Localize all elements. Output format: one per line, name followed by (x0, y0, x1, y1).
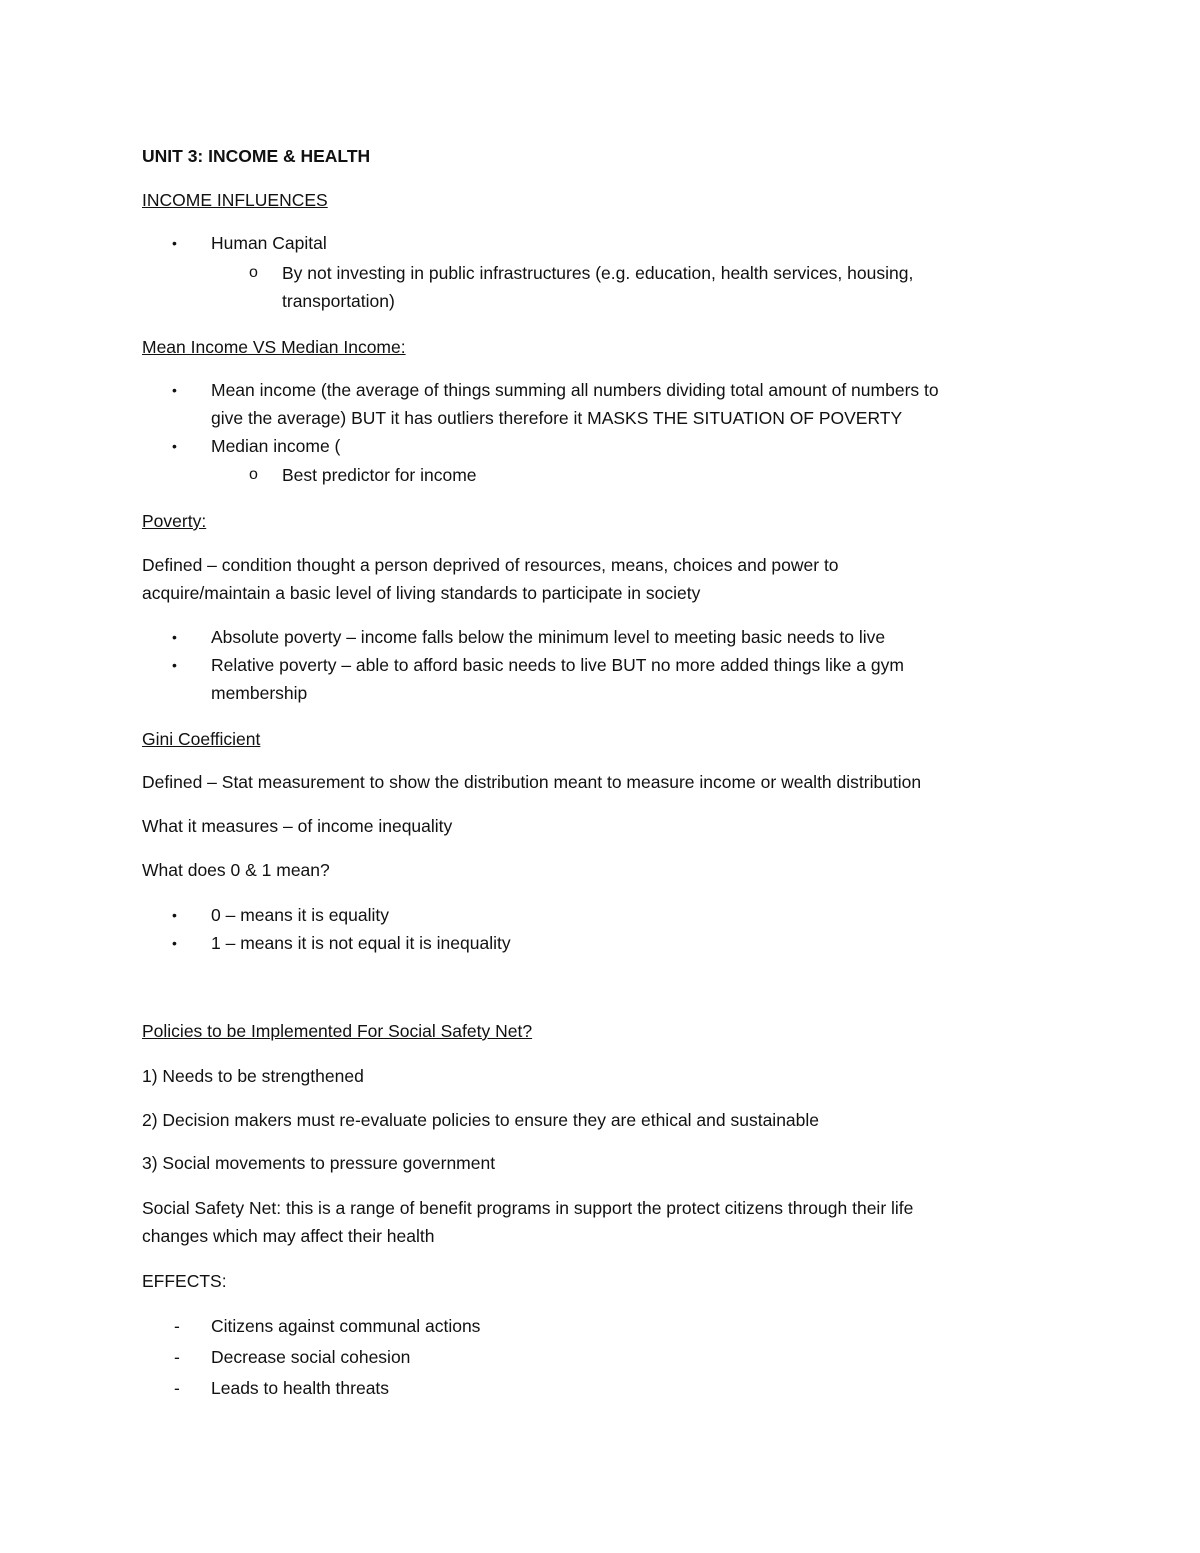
definition-text: Defined – Stat measurement to show the distribution meant to measure income or wealth distribution (142, 772, 922, 792)
list-item: 1 – means it is not equal it is inequality (211, 933, 511, 953)
paragraph-text-continuation: changes which may affect their health (142, 1226, 435, 1246)
section-heading-mean-median: Mean Income VS Median Income: (142, 337, 406, 357)
definition-text: Defined – condition thought a person deprived of resources, means, choices and power to (142, 555, 839, 575)
list-item: Decrease social cohesion (211, 1347, 411, 1367)
numbered-item: 2) Decision makers must re-evaluate policies to ensure they are ethical and sustainable (142, 1110, 820, 1130)
section-heading-effects: EFFECTS: (142, 1271, 227, 1291)
bullet-marker: • (172, 657, 177, 673)
section-heading-policies: Policies to be Implemented For Social Safety Net? (142, 1021, 533, 1041)
sub-list-item: Best predictor for income (282, 465, 477, 485)
section-heading-poverty: Poverty: (142, 511, 207, 531)
numbered-item: 1) Needs to be strengthened (142, 1066, 364, 1086)
list-item-continuation: give the average) BUT it has outliers therefore it MASKS THE SITUATION OF POVERTY (211, 408, 903, 428)
list-item: Citizens against communal actions (211, 1316, 481, 1336)
question-text: What does 0 & 1 mean? (142, 860, 330, 880)
list-item: Human Capital (211, 233, 327, 253)
section-heading-income-influences: INCOME INFLUENCES (142, 190, 328, 210)
list-item: Mean income (the average of things summing all numbers dividing total amount of numbers to (211, 380, 939, 400)
list-item: Leads to health threats (211, 1378, 390, 1398)
sub-list-item: By not investing in public infrastructures (e.g. education, health services, housing, (282, 263, 914, 283)
numbered-item: 3) Social movements to pressure government (142, 1153, 496, 1173)
paragraph-text: Social Safety Net: this is a range of benefit programs in support the protect citizens through their life (142, 1198, 914, 1218)
bullet-marker: • (172, 629, 177, 645)
bullet-marker: • (172, 382, 177, 398)
document-title: UNIT 3: INCOME & HEALTH (142, 146, 371, 166)
list-item-continuation: membership (211, 683, 308, 703)
sub-list-item-continuation: transportation) (282, 291, 395, 311)
bullet-marker: • (172, 235, 177, 251)
dash-marker: - (174, 1347, 180, 1367)
definition-text-continuation: acquire/maintain a basic level of living standards to participate in society (142, 583, 701, 603)
section-heading-gini: Gini Coefficient (142, 729, 261, 749)
sub-bullet-marker: o (249, 466, 258, 483)
sub-bullet-marker: o (249, 264, 258, 281)
list-item: Absolute poverty – income falls below the minimum level to meeting basic needs to live (211, 627, 886, 647)
paragraph-text: What it measures – of income inequality (142, 816, 453, 836)
dash-marker: - (174, 1316, 180, 1336)
bullet-marker: • (172, 438, 177, 454)
bullet-marker: • (172, 907, 177, 923)
list-item: Relative poverty – able to afford basic needs to live BUT no more added things like a gym (211, 655, 904, 675)
bullet-marker: • (172, 935, 177, 951)
list-item: 0 – means it is equality (211, 905, 390, 925)
list-item: Median income ( (211, 436, 341, 456)
dash-marker: - (174, 1378, 180, 1398)
